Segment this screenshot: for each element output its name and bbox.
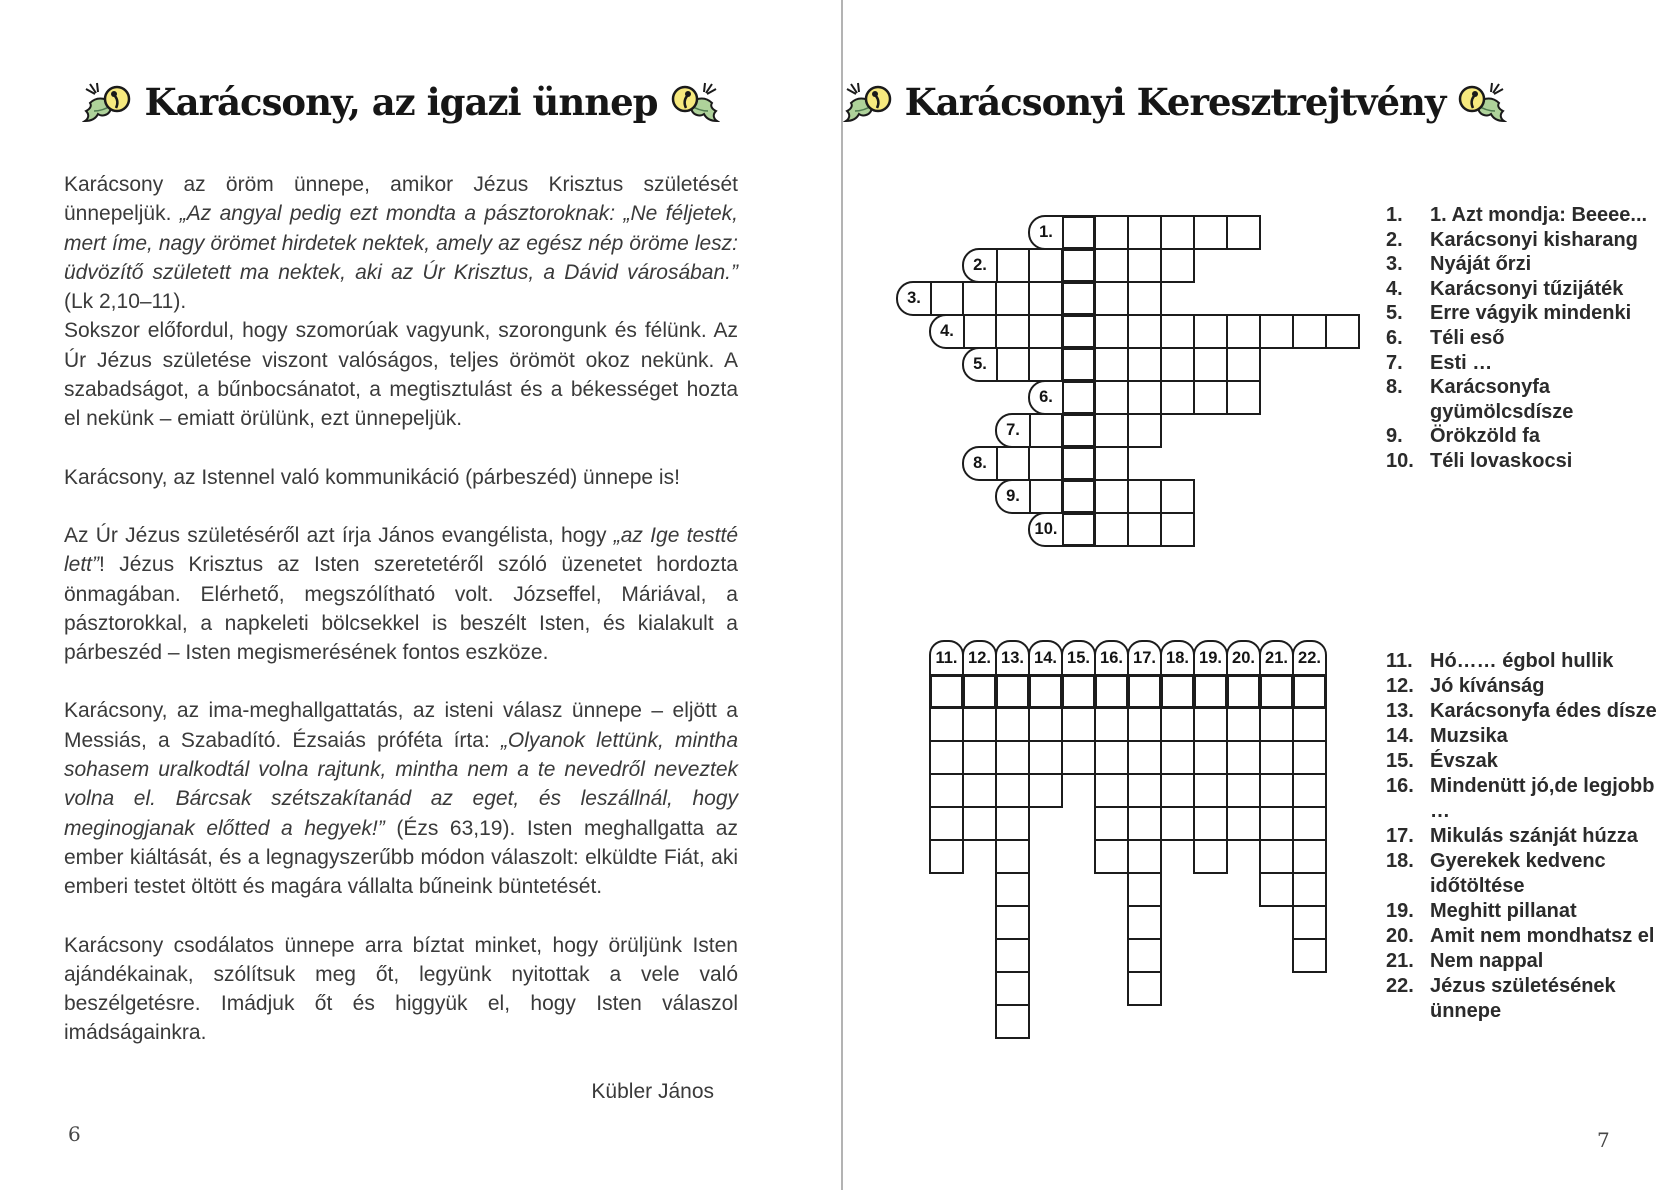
- crossword-cell: [1094, 281, 1129, 316]
- crossword-cell: [1292, 938, 1327, 973]
- clue-text: Nem nappal: [1430, 950, 1544, 972]
- clue-number: 18.: [1386, 850, 1414, 872]
- solution-cell: [1061, 347, 1096, 382]
- crossword-cell: [995, 314, 1030, 349]
- crossword-cell: [995, 905, 1030, 940]
- clue-number: 21.: [1386, 950, 1414, 972]
- clue-item: [1386, 924, 1678, 949]
- crossword-cell: [929, 707, 964, 742]
- crossword-cell: [1094, 446, 1129, 481]
- clue-text: Jézus születésének ünnepe: [1430, 975, 1616, 1022]
- crossword-cell: [1226, 314, 1261, 349]
- crossword-cell: [1094, 839, 1129, 874]
- solution-cell: [1028, 674, 1063, 709]
- crossword-cell: [1259, 872, 1294, 907]
- clue-number: 16.: [1386, 775, 1414, 797]
- clue-item: [1386, 301, 1678, 326]
- clue-number-tab: 8.: [962, 446, 998, 481]
- clue-text: 1. Azt mondja: Beeee...: [1430, 204, 1648, 226]
- crossword-cell: [1259, 707, 1294, 742]
- clue-item: [1386, 724, 1678, 749]
- solution-cell: [1061, 215, 1096, 250]
- crossword-cell: [995, 740, 1030, 775]
- clue-text: Karácsonyi kisharang: [1430, 228, 1638, 251]
- crossword-cell: [1259, 806, 1294, 841]
- crossword-cell: [1094, 740, 1129, 775]
- paragraph: [64, 316, 738, 433]
- clue-text: Karácsonyfa édes dísze: [1430, 700, 1657, 722]
- crossword-cell: [995, 347, 1030, 382]
- crossword-cell: [1127, 938, 1162, 973]
- crossword-cell: [1292, 707, 1327, 742]
- clue-item: [1386, 228, 1678, 253]
- crossword-cell: [1160, 314, 1195, 349]
- clue-text: Jó kívánság: [1430, 675, 1545, 697]
- quote-text: „Az angyal pedig ezt mondta a pásztoroknak: „Ne féljetek, mert íme, nagy örömet hirdetek nektek, amely az egész nép öröme lesz: üdvözítő született ma nektek, aki az Úr Krisztus, a Dávid városában.”: [64, 202, 739, 284]
- crossword-cell: [929, 281, 964, 316]
- clue-item: [1386, 375, 1678, 424]
- crossword-cell: [995, 839, 1030, 874]
- crossword-cell: [1193, 707, 1228, 742]
- clue-number-tab: 19.: [1193, 640, 1228, 676]
- right-page-title-row: [880, 80, 1470, 124]
- crossword-cell: [1226, 707, 1261, 742]
- clue-text: Téli lovaskocsi: [1430, 449, 1573, 472]
- clue-number-tab: 18.: [1160, 640, 1195, 676]
- paragraph: [64, 170, 738, 316]
- crossword-cell: [962, 740, 997, 775]
- clue-number-tab: 16.: [1094, 640, 1129, 676]
- crossword-cell: [1127, 314, 1162, 349]
- body-text: (Ézs 63,19). Isten meghallgatta az ember kiáltását, és a legnagyszerűbb módon válaszolt: elküldte Fiát, aki emberi testet öltött és magára vállalta bűneink büntetését.: [64, 816, 738, 899]
- clue-text: Esti …: [1430, 351, 1493, 374]
- crossword-cell: [995, 707, 1030, 742]
- paragraph: [64, 696, 738, 901]
- clue-number: 10.: [1386, 449, 1414, 472]
- crossword-cell: [1127, 380, 1162, 415]
- clue-number: 2.: [1386, 228, 1403, 251]
- clue-item: [1386, 974, 1678, 1024]
- clue-item: [1386, 674, 1678, 699]
- clue-number-tab: 1.: [1028, 215, 1064, 250]
- clue-text: Mikulás szánját húzza: [1430, 825, 1638, 847]
- crossword-cell: [1094, 479, 1129, 514]
- solution-cell: [995, 674, 1030, 709]
- solution-cell: [929, 674, 964, 709]
- clue-number: 13.: [1386, 700, 1414, 722]
- clue-number: 1.: [1386, 204, 1403, 226]
- clues-list-top: [1386, 203, 1678, 474]
- crossword-cell: [1094, 248, 1129, 283]
- crossword-cell: [1094, 347, 1129, 382]
- clue-number: 11.: [1386, 650, 1413, 672]
- crossword-cell: [1061, 740, 1096, 775]
- clue-number-tab: 3.: [896, 281, 932, 316]
- holly-bell-icon: [82, 81, 134, 123]
- clue-number-tab: 4.: [929, 314, 965, 349]
- body-text: Karácsony az öröm ünnepe, amikor Jézus Krisztus születését ünnepeljük.: [64, 173, 738, 226]
- clue-number-tab: 11.: [929, 640, 964, 676]
- crossword-cell: [1193, 740, 1228, 775]
- crossword-cell: [1160, 512, 1195, 547]
- clue-number-tab: 14.: [1028, 640, 1063, 676]
- solution-cell: [1193, 674, 1228, 709]
- solution-cell: [1061, 413, 1096, 448]
- crossword-cell: [1094, 380, 1129, 415]
- solution-cell: [1094, 674, 1129, 709]
- crossword-cell: [1292, 872, 1327, 907]
- clue-text: Muzsika: [1430, 725, 1508, 747]
- clue-number-tab: 9.: [995, 479, 1031, 514]
- clue-text: Hó…… égbol hullik: [1430, 650, 1614, 672]
- clue-number: 4.: [1386, 277, 1403, 300]
- clue-item: [1386, 252, 1678, 277]
- crossword-cell: [929, 773, 964, 808]
- clue-number-tab: 15.: [1061, 640, 1096, 676]
- clue-number-tab: 2.: [962, 248, 998, 283]
- clue-text: Karácsonyi tűzijáték: [1430, 277, 1624, 300]
- crossword-cell: [1127, 413, 1162, 448]
- clue-item: [1386, 774, 1678, 824]
- solution-cell: [1061, 674, 1096, 709]
- clue-number-tab: 6.: [1028, 380, 1064, 415]
- page-divider: [841, 0, 843, 1190]
- crossword-cell: [1292, 839, 1327, 874]
- clue-number-tab: 22.: [1292, 640, 1327, 676]
- left-page-number: 6: [68, 1122, 81, 1146]
- clue-number: 3.: [1386, 253, 1403, 276]
- clue-number: 17.: [1386, 825, 1414, 847]
- solution-cell: [1226, 674, 1261, 709]
- crossword-cell: [1127, 281, 1162, 316]
- crossword-cell: [1028, 446, 1063, 481]
- article-body: [64, 170, 738, 1106]
- crossword-cell: [1160, 707, 1195, 742]
- crossword-cell: [1259, 314, 1294, 349]
- crossword-cell: [1094, 773, 1129, 808]
- body-text: (Lk 2,10–11).: [64, 290, 187, 314]
- clue-item: [1386, 351, 1678, 376]
- solution-cell: [1127, 674, 1162, 709]
- clues-list-bottom: [1386, 649, 1678, 1024]
- crossword-cell: [929, 806, 964, 841]
- crossword-cell: [1028, 740, 1063, 775]
- crossword-cell: [995, 248, 1030, 283]
- solution-cell: [1061, 281, 1096, 316]
- clue-number-tab: 21.: [1259, 640, 1294, 676]
- crossword-cell: [1127, 248, 1162, 283]
- clue-number: 9.: [1386, 425, 1403, 448]
- right-page-title: Karácsonyi Keresztrejtvény: [904, 80, 1446, 124]
- crossword-cell: [1193, 380, 1228, 415]
- crossword-cell: [1160, 806, 1195, 841]
- crossword-cell: [1028, 413, 1063, 448]
- clue-item: [1386, 824, 1678, 849]
- crossword-cell: [1127, 512, 1162, 547]
- crossword-cell: [1292, 905, 1327, 940]
- clue-number: 15.: [1386, 750, 1414, 772]
- paragraph: [64, 463, 738, 492]
- crossword-cell: [1028, 248, 1063, 283]
- crossword-cell: [1127, 707, 1162, 742]
- crossword-cell: [1193, 806, 1228, 841]
- crossword-cell: [1226, 347, 1261, 382]
- crossword-cell: [1094, 512, 1129, 547]
- crossword-cell: [1028, 773, 1063, 808]
- clue-number: 14.: [1386, 725, 1414, 747]
- crossword-cell: [1127, 740, 1162, 775]
- clue-number-tab: 10.: [1028, 512, 1064, 547]
- body-text: Az Úr Jézus születéséről azt írja János evangélista, hogy: [64, 523, 614, 547]
- clue-number-tab: 13.: [995, 640, 1030, 676]
- crossword-cell: [1127, 215, 1162, 250]
- crossword-cell: [1292, 806, 1327, 841]
- crossword-cell: [1292, 740, 1327, 775]
- clue-number: 12.: [1386, 675, 1414, 697]
- clue-number: 7.: [1386, 351, 1403, 374]
- clue-number: 5.: [1386, 302, 1403, 325]
- clue-text: Évszak: [1430, 750, 1498, 772]
- body-text: Karácsony, az Istennel való kommunikáció (párbeszéd) ünnepe is!: [64, 465, 680, 489]
- crossword-cell: [1226, 806, 1261, 841]
- body-text: Karácsony csodálatos ünnepe arra bíztat minket, hogy örüljünk Isten ajándékainak, szólítsuk meg őt, legyünk nyitottak a vele való beszélgetésre. Imádjuk őt és higgyük el, hogy Isten válaszol imádságainkra.: [64, 933, 738, 1045]
- crossword-cell: [1127, 839, 1162, 874]
- clue-item: [1386, 326, 1678, 351]
- crossword-cell: [1160, 215, 1195, 250]
- crossword-cell: [1259, 839, 1294, 874]
- crossword-cell: [1028, 479, 1063, 514]
- clue-item: [1386, 949, 1678, 974]
- clue-text: Karácsonyfa gyümölcsdísze: [1430, 376, 1574, 423]
- clue-number-tab: 5.: [962, 347, 998, 382]
- solution-cell: [1160, 674, 1195, 709]
- solution-cell: [1061, 512, 1096, 547]
- crossword-cell: [962, 281, 997, 316]
- clue-item: [1386, 849, 1678, 899]
- crossword-cell: [1127, 872, 1162, 907]
- solution-cell: [962, 674, 997, 709]
- crossword-cell: [1127, 971, 1162, 1006]
- crossword-cell: [995, 446, 1030, 481]
- clue-number: 6.: [1386, 326, 1403, 349]
- holly-bell-icon: [668, 81, 720, 123]
- body-text: ! Jézus Krisztus az Isten szeretetéről szóló üzenetet hordozta önmagában. Elérhető, megszólítható volt. Józseffel, Máriával, a pásztorokkal, a napkeleti bölcsekkel is beszélt Isten, és kialakult a párbeszéd – Isten megismerésének fontos eszköze.: [64, 553, 738, 665]
- solution-cell: [1292, 674, 1327, 709]
- clue-number: 19.: [1386, 900, 1414, 922]
- crossword-cell: [1028, 314, 1063, 349]
- clue-text: Örökzöld fa: [1430, 425, 1541, 448]
- clue-number: 22.: [1386, 975, 1414, 997]
- crossword-cell: [1193, 773, 1228, 808]
- clue-text: Mindenütt jó,de legjobb …: [1430, 775, 1655, 822]
- crossword-cell: [1193, 215, 1228, 250]
- clue-item: [1386, 749, 1678, 774]
- holly-bell-icon: [843, 81, 895, 123]
- crossword-cell: [995, 872, 1030, 907]
- clue-text: Amit nem mondhatsz el: [1430, 925, 1655, 947]
- solution-cell: [1061, 248, 1096, 283]
- quote-text: „Olyanok lettünk, mintha sohasem uralkodtál volna rajtunk, mintha nem a te nevedről neveztek volna el. Bárcsak szétszakítanád az eget, és leszállnál, hogy meginogjanak előtted a hegyek!”: [64, 728, 739, 840]
- clue-number: 20.: [1386, 925, 1414, 947]
- crossword-cell: [962, 707, 997, 742]
- crossword-cell: [995, 281, 1030, 316]
- crossword-cell: [1226, 740, 1261, 775]
- crossword-cell: [1160, 380, 1195, 415]
- crossword-cell: [1160, 740, 1195, 775]
- crossword-cell: [1028, 347, 1063, 382]
- crossword-cell: [995, 806, 1030, 841]
- crossword-cell: [1127, 806, 1162, 841]
- crossword-cell: [1160, 248, 1195, 283]
- clue-number-tab: 7.: [995, 413, 1031, 448]
- crossword-cell: [929, 740, 964, 775]
- body-text: Sokszor előfordul, hogy szomorúak vagyunk, szorongunk és félünk. Az Úr Jézus születése viszont valóságos, teljes örömöt okoz nekünk. A szabadságot, a bűnbocsánatot, a megtisztulást és a békességet hozta el nekünk – emiatt örülünk, ezt ünnepeljük.: [64, 319, 738, 431]
- crossword-cell: [1127, 773, 1162, 808]
- crossword-cell: [1094, 413, 1129, 448]
- paragraph: [64, 521, 738, 667]
- clue-text: Nyáját őrzi: [1430, 253, 1532, 276]
- crossword-cell: [1094, 806, 1129, 841]
- crossword-cell: [995, 773, 1030, 808]
- holly-bell-icon: [1455, 81, 1507, 123]
- crossword-cell: [1160, 773, 1195, 808]
- solution-cell: [1259, 674, 1294, 709]
- right-page-number: 7: [1597, 1128, 1610, 1152]
- crossword-cell: [1259, 740, 1294, 775]
- paragraph: [64, 931, 738, 1048]
- crossword-cell: [1028, 281, 1063, 316]
- clue-text: Meghitt pillanat: [1430, 900, 1577, 922]
- solution-cell: [1061, 380, 1096, 415]
- clue-text: Gyerekek kedvenc időtöltése: [1430, 850, 1606, 897]
- crossword-cell: [962, 773, 997, 808]
- solution-cell: [1061, 314, 1096, 349]
- crossword-cell: [962, 314, 997, 349]
- crossword-cell: [1259, 773, 1294, 808]
- crossword-cell: [1292, 773, 1327, 808]
- clue-number: 8.: [1386, 376, 1403, 399]
- crossword-cell: [1127, 479, 1162, 514]
- crossword-cell: [962, 806, 997, 841]
- solution-cell: [1061, 446, 1096, 481]
- clue-number-tab: 12.: [962, 640, 997, 676]
- author-signature: Kübler János: [591, 1079, 714, 1103]
- crossword-cell: [1292, 314, 1327, 349]
- crossword-cell: [1127, 905, 1162, 940]
- crossword-cell: [929, 839, 964, 874]
- quote-text: „az Ige testté lett”: [64, 523, 738, 577]
- clue-number-tab: 20.: [1226, 640, 1261, 676]
- crossword-cell: [1061, 707, 1096, 742]
- crossword-cell: [1226, 380, 1261, 415]
- left-page-title-row: [64, 80, 738, 124]
- crossword-cell: [1325, 314, 1360, 349]
- crossword-cell: [1028, 707, 1063, 742]
- clue-item: [1386, 424, 1678, 449]
- crossword-cell: [1193, 314, 1228, 349]
- clue-item: [1386, 203, 1678, 228]
- crossword-cell: [1226, 773, 1261, 808]
- crossword-cell: [1094, 215, 1129, 250]
- clue-item: [1386, 899, 1678, 924]
- clue-item: [1386, 649, 1678, 674]
- left-page-title: Karácsony, az igazi ünnep: [144, 80, 658, 124]
- clue-item: [1386, 699, 1678, 724]
- crossword-cell: [995, 938, 1030, 973]
- crossword-cell: [1193, 347, 1228, 382]
- clue-text: Erre vágyik mindenki: [1430, 302, 1632, 325]
- crossword-cell: [995, 1004, 1030, 1039]
- crossword-cell: [1193, 839, 1228, 874]
- crossword-cell: [1160, 347, 1195, 382]
- crossword-cell: [1094, 314, 1129, 349]
- clue-item: [1386, 277, 1678, 302]
- crossword-cell: [1127, 347, 1162, 382]
- clue-item: [1386, 449, 1678, 474]
- body-text: Karácsony, az ima-meghallgattatás, az isteni válasz ünnepe – eljött a Messiás, a Szabadító. Ézsaiás próféta írta:: [64, 699, 738, 752]
- crossword-cell: [1160, 479, 1195, 514]
- clue-text: Téli eső: [1430, 326, 1505, 349]
- solution-cell: [1061, 479, 1096, 514]
- crossword-cell: [1226, 215, 1261, 250]
- crossword-cell: [995, 971, 1030, 1006]
- clue-number-tab: 17.: [1127, 640, 1162, 676]
- crossword-cell: [1094, 707, 1129, 742]
